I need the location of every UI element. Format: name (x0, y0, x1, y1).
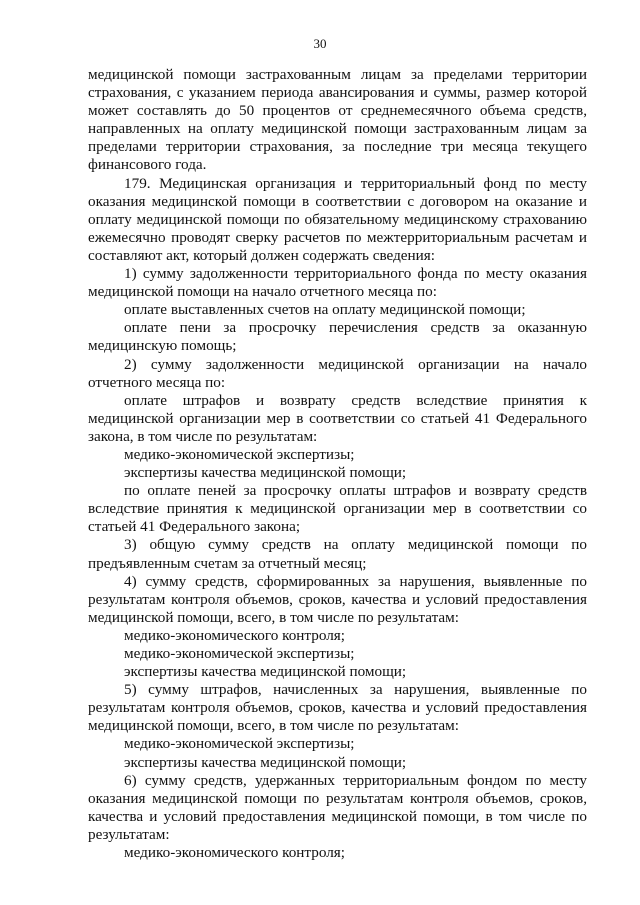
list-item: 1) сумму задолженности территориального фонда по месту оказания медицинской помощи на начало отчетного месяца по: (88, 265, 587, 301)
list-item: 4) сумму средств, сформированных за нарушения, выявленные по результатам контроля объемов, сроков, качества и условий предоставления медицинской помощи, всего, в том числе по результатам: (88, 572, 587, 626)
sub-item: медико-экономической экспертизы; (124, 735, 355, 753)
paragraph: медицинской помощи застрахованным лицам за пределами территории страхования, с указанием периода авансирования и суммы, размер которой может составлять до 50 процентов от среднемесячного объема средств, направленных на оплату медицинской помощи застрахованным лицам за пределами территории страхования, за последние три месяца текущего финансового года. (88, 66, 587, 174)
sub-item: медико-экономической экспертизы; (124, 445, 355, 463)
list-item: 5) сумму штрафов, начисленных за нарушения, выявленные по результатам контроля объемов, сроков, качества и условий предоставления медицинской помощи, всего, в том числе по результатам: (88, 681, 587, 735)
list-item: 2) сумму задолженности медицинской организации на начало отчетного месяца по: (88, 355, 587, 391)
sub-item: экспертизы качества медицинской помощи; (124, 663, 407, 681)
sub-item: экспертизы качества медицинской помощи; (124, 464, 407, 482)
sub-item: медико-экономического контроля; (124, 626, 346, 644)
sub-item: оплате пени за просрочку перечисления средств за оказанную медицинскую помощь; (88, 319, 587, 355)
list-item: 3) общую сумму средств на оплату медицинской помощи по предъявленным счетам за отчетный месяц; (88, 536, 587, 572)
sub-item: оплате штрафов и возврату средств вследствие принятия к медицинской организации мер в соответствии со статьей 41 Федерального закона, в том числе по результатам: (88, 391, 587, 445)
sub-item: экспертизы качества медицинской помощи; (124, 753, 407, 771)
sub-item: оплате выставленных счетов на оплату медицинской помощи; (124, 301, 526, 319)
paragraph: 179. Медицинская организация и территориальный фонд по месту оказания медицинской помощи в соответствии с договором на оказание и оплату медицинской помощи по обязательному медицинскому страхованию ежемесячно проводят сверку расчетов по межтерриториальным расчетам и составляют акт, который должен содержать сведения: (88, 174, 587, 264)
page-number: 30 (313, 36, 327, 51)
sub-item: медико-экономической экспертизы; (124, 645, 355, 662)
list-item: 6) сумму средств, удержанных территориальным фондом по месту оказания медицинской помощи по результатам контроля объемов, сроков, качества и условий предоставления медицинской помощи, в том числе по результатам: (88, 771, 587, 843)
document-body (88, 66, 587, 862)
sub-item: по оплате пеней за просрочку оплаты штрафов и возврату средств вследствие принятия к медицинской организации мер в соответствии со статьей 41 Федерального закона; (88, 482, 587, 536)
sub-item: медико-экономического контроля; (124, 844, 346, 862)
